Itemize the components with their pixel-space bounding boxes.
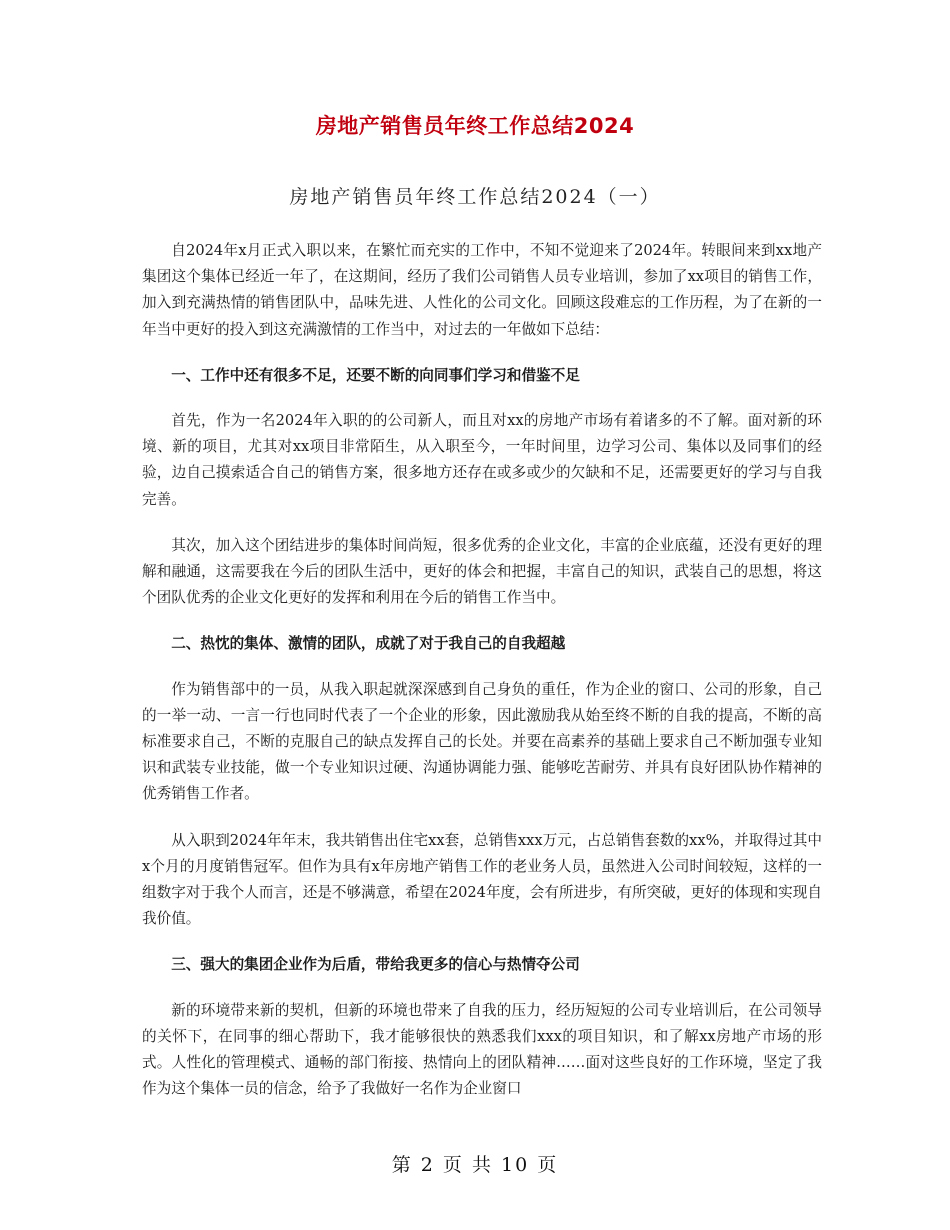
intro-paragraph: 自2024年x月正式入职以来，在繁忙而充实的工作中，不知不觉迎来了2024年。转眼间来到xx地产集团这个集体已经近一年了，在这期间，经历了我们公司销售人员专业培训，参加了xx项目的销售工作，加入到充满热情的销售团队中，品味先进、人性化的公司文化。回顾这段难忘的工作历程，为了在新的一年当中更好的投入到这充满激情的工作当中，对过去的一年做如下总结： [142, 242, 822, 338]
section-1-paragraph-1: 首先，作为一名2024年入职的的公司新人，而且对xx的房地产市场有着诸多的不了解。面对新的环境、新的项目，尤其对xx项目非常陌生，从入职至今，一年时间里，边学习公司、集体以及同事们的经验，边自己摸索适合自己的销售方案，很多地方还存在或多或少的欠缺和不足，还需要更好的学习与自我完善。 [142, 412, 822, 508]
section-1-paragraph-2: 其次，加入这个团结进步的集体时间尚短，很多优秀的企业文化，丰富的企业底蕴，还没有更好的理解和融通，这需要我在今后的团队生活中，更好的体会和把握，丰富自己的知识，武装自己的思想，将这个团队优秀的企业文化更好的发挥和利用在今后的销售工作当中。 [142, 536, 822, 607]
section-heading-2: 二、热忱的集体、激情的团队，成就了对于我自己的自我超越 [171, 635, 566, 653]
page-number-footer: 第 2 页 共 10 页 [391, 1154, 559, 1176]
section-heading-1: 一、工作中还有很多不足，还要不断的向同事们学习和借鉴不足 [171, 366, 580, 384]
section-heading-3: 三、强大的集团企业作为后盾，带给我更多的信心与热情夺公司 [171, 956, 580, 974]
document-body [142, 238, 822, 1122]
section-2-paragraph-2: 从入职到2024年年末，我共销售出住宅xx套，总销售xxx万元，占总销售套数的xx%，并取得过其中x个月的月度销售冠军。但作为具有x年房地产销售工作的老业务人员，虽然进入公司时间较短，这样的一组数字对于我个人而言，还是不够满意，希望在2024年度，会有所进步，有所突破，更好的体现和实现自我价值。 [142, 831, 822, 928]
section-3-paragraph-1: 新的环境带来新的契机，但新的环境也带来了自我的压力，经历短短的公司专业培训后，在公司领导的关怀下，在同事的细心帮助下，我才能够很快的熟悉我们xxx的项目知识，和了解xx房地产市场的形式。人性化的管理模式、通畅的部门衔接、热情向上的团队精神……面对这些良好的工作环境，坚定了我作为这个集体一员的信念，给予了我做好一名作为企业窗口 [142, 1001, 822, 1098]
document-title: 房地产销售员年终工作总结2024 [315, 114, 635, 138]
document-subtitle: 房地产销售员年终工作总结2024（一） [289, 186, 661, 208]
section-2-paragraph-1: 作为销售部中的一员，从我入职起就深深感到自己身负的重任，作为企业的窗口、公司的形象，自己的一举一动、一言一行也同时代表了一个企业的形象，因此激励我从始至终不断的自我的提高，不断的高标准要求自己，不断的克服自己的缺点发挥自己的长处。并要在高素养的基础上要求自己不断加强专业知识和武装专业技能，做一个专业知识过硬、沟通协调能力强、能够吃苦耐劳、并具有良好团队协作精神的优秀销售工作者。 [142, 680, 822, 803]
